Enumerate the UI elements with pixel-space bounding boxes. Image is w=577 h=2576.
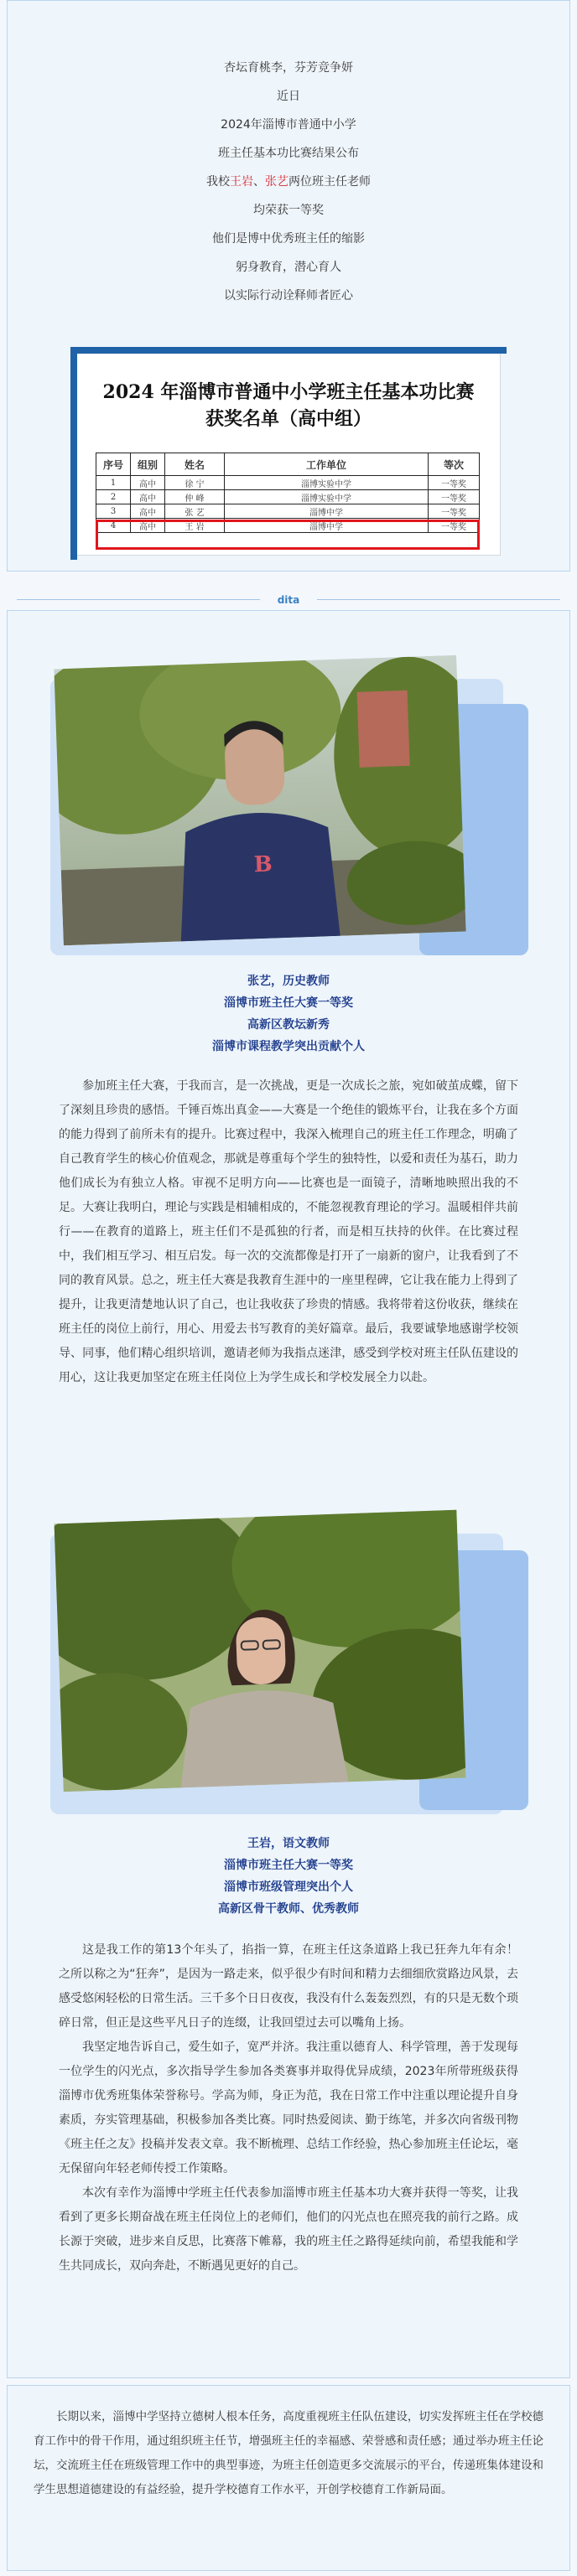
table-cell: 淄博实验中学 xyxy=(225,490,429,504)
caption-line: 淄博市班主任大赛一等奖 xyxy=(224,1859,353,1872)
table-cell: 3 xyxy=(96,504,131,519)
caption-line: 高新区骨干教师、优秀教师 xyxy=(218,1902,359,1916)
intro-line: 2024年淄博市普通中小学 xyxy=(221,118,356,132)
table-header-row xyxy=(96,453,480,476)
award-list-title xyxy=(77,379,500,432)
divider-line xyxy=(17,599,260,600)
teacher2-photo-card xyxy=(50,1517,528,1818)
caption-line: 淄博市课程教学突出贡献个人 xyxy=(212,1040,365,1053)
closing-section xyxy=(34,2405,543,2502)
paragraph: 参加班主任大赛，于我而言，是一次挑战，更是一次成长之旅，宛如破茧成蝶，留下了深刻且珍贵的感悟。千锤百炼出真金——大赛是一个绝佳的锻炼平台，让我在多个方面的能力得到了前所未有的提升。比赛过程中，我深入梳理自己的班主任工作理念，明确了自己教育学生的核心价值观念，那就是尊重每个学生的独特性，以爱和责任为基石，助力他们成长为有独立人格。审视不足明方向——比赛也是一面镜子，清晰地映照出我的不足。大赛让我明白，理论与实践是相辅相成的，不能忽视教育理论的学习。温暖相伴共前行——在教育的道路上，班主任们不是孤独的行者，而是相互扶持的伙伴。在比赛过程中，我们相互学习、相互启发。每一次的交流都像是打开了一扇新的窗户，让我看到了不同的教育风景。总之，班主任大赛是我教育生涯中的一座里程碑，它让我在能力上得到了提升，让我更清楚地认识了自己，也让我收获了珍贵的情感。我将带着这份收获，继续在班主任的岗位上前行，用心、用爱去书写教育的美好篇章。最后，我要诚挚地感谢学校领导、同事，他们精心组织培训，邀请老师为我指点迷津，感受到学校对班主任队伍建设的用心，这让我更加坚定在班主任岗位上为学生成长和学校发展全力以赴。 xyxy=(59,1079,518,1384)
intro-section xyxy=(0,54,577,310)
intro-teachers-line xyxy=(0,168,577,196)
table-row xyxy=(96,504,480,519)
award-title-line2: 获奖名单（高中组） xyxy=(205,408,372,430)
divider-logo: dita xyxy=(277,594,300,606)
table-cell: 一等奖 xyxy=(429,476,480,490)
teachers-post: 两位班主任老师 xyxy=(288,175,371,189)
paragraph: 我坚定地告诉自己，爱生如子，宽严并济。我注重以德育人、科学管理，善于发现每一位学生的闪光点，多次指导学生参加各类赛事并取得优异成绩，2023年所带班级获得淄博市优秀班集体荣誉称号。学高为师，身正为范，我在日常工作中注重以理论提升自身素质，夯实管理基础，积极参加各类比赛。同时热爱阅读、勤于练笔，并多次向省级刊物《班主任之友》投稿并发表文章。我不断梳理、总结工作经验，热心参加班主任论坛，毫无保留向年轻老师传授工作策略。 xyxy=(59,2041,518,2175)
table-row xyxy=(96,476,480,490)
teacher2-caption xyxy=(0,1833,577,1920)
teacher1-photo-card xyxy=(50,662,528,960)
table-cell: 淄博中学 xyxy=(225,504,429,519)
teachers-sep: 、 xyxy=(253,175,265,189)
header-cell: 序号 xyxy=(96,453,131,476)
table-cell: 一等奖 xyxy=(429,490,480,504)
award-title-line1: 2024 年淄博市普通中小学班主任基本功比赛 xyxy=(102,381,475,403)
teacher1-photo xyxy=(54,655,465,946)
teacher1-story xyxy=(59,1074,518,1390)
closing-paragraph: 长期以来，淄博中学坚持立德树人根本任务，高度重视班主任队伍建设，切实发挥班主任在学校德育工作中的骨干作用，通过组织班主任节，增强班主任的幸福感、荣誉感和责任感；通过举办班主任论坛，交流班主任在班级管理工作中的典型事迹，为班主任创造更多交流展示的平台，传递班集体建设和学生思想道德建设的有益经验，提升学校德育工作水平，开创学校德育工作新局面。 xyxy=(34,2410,543,2496)
award-list-image xyxy=(77,352,500,555)
section-divider xyxy=(0,590,577,610)
header-cell: 工作单位 xyxy=(225,453,429,476)
highlight-box xyxy=(96,520,480,550)
caption-line: 张艺，历史教师 xyxy=(247,975,330,988)
intro-line: 班主任基本功比赛结果公布 xyxy=(218,147,359,160)
table-cell: 淄博中学 xyxy=(225,519,429,533)
intro-line: 以实际行动诠释师者匠心 xyxy=(224,289,353,303)
table-cell: 王 岩 xyxy=(165,519,225,533)
table-cell: 淄博实验中学 xyxy=(225,476,429,490)
paragraph: 这是我工作的第13个年头了，掐指一算，在班主任这条道路上我已狂奔九年有余！之所以称之为“狂奔”，是因为一路走来，似乎很少有时间和精力去细细欣赏路边风景，去感受悠闲轻松的日常生活。三千多个日日夜夜，我没有什么轰轰烈烈，有的只是无数个琐碎日常，但正是这些平凡日子的连缀，让我回望过去可以嘴角上扬。 xyxy=(59,1943,518,2030)
caption-line: 高新区教坛新秀 xyxy=(247,1018,330,1032)
teachers-pre: 我校 xyxy=(206,175,230,189)
teacher2-story xyxy=(59,1938,518,2279)
table-cell: 高中 xyxy=(131,476,165,490)
header-cell: 组别 xyxy=(131,453,165,476)
table-cell: 一等奖 xyxy=(429,519,480,533)
paragraph: 本次有幸作为淄博中学班主任代表参加淄博市班主任基本功大赛并获得一等奖，让我看到了更多长期奋战在班主任岗位上的老师们，他们的闪光点也在照亮我的前行之路。成长源于突破，进步来自反思，比赛落下帷幕，我的班主任之路得延续向前，希望我能和学生共同成长，双向奔赴，不断遇见更好的自己。 xyxy=(59,2186,518,2273)
table-cell: 一等奖 xyxy=(429,504,480,519)
caption-line: 淄博市班级管理突出个人 xyxy=(224,1880,353,1894)
svg-text:B: B xyxy=(253,851,273,878)
table-cell: 徐 宁 xyxy=(165,476,225,490)
table-cell: 仲 峰 xyxy=(165,490,225,504)
intro-line: 躬身教育，潜心育人 xyxy=(236,261,341,274)
table-cell: 2 xyxy=(96,490,131,504)
image-edge xyxy=(70,347,77,560)
teacher1-caption xyxy=(0,970,577,1058)
intro-line: 近日 xyxy=(277,90,300,103)
table-cell: 高中 xyxy=(131,504,165,519)
table-cell: 高中 xyxy=(131,519,165,533)
intro-line: 均荣获一等奖 xyxy=(253,204,324,217)
teacher-name-wangyan: 王岩 xyxy=(230,175,253,189)
table-cell: 4 xyxy=(96,519,131,533)
intro-line: 杏坛育桃李，芬芳竞争妍 xyxy=(224,61,353,75)
intro-line: 他们是博中优秀班主任的缩影 xyxy=(212,232,365,246)
table-cell: 高中 xyxy=(131,490,165,504)
teacher-name-zhangyi: 张艺 xyxy=(265,175,288,189)
divider-line xyxy=(317,599,560,600)
teacher2-photo xyxy=(55,1510,466,1792)
caption-line: 淄博市班主任大赛一等奖 xyxy=(224,996,353,1010)
table-row xyxy=(96,490,480,504)
header-cell: 等次 xyxy=(429,453,480,476)
table-cell: 张 艺 xyxy=(165,504,225,519)
caption-line: 王岩，语文教师 xyxy=(247,1837,330,1850)
header-cell: 姓名 xyxy=(165,453,225,476)
image-edge xyxy=(70,347,507,354)
table-cell: 1 xyxy=(96,476,131,490)
